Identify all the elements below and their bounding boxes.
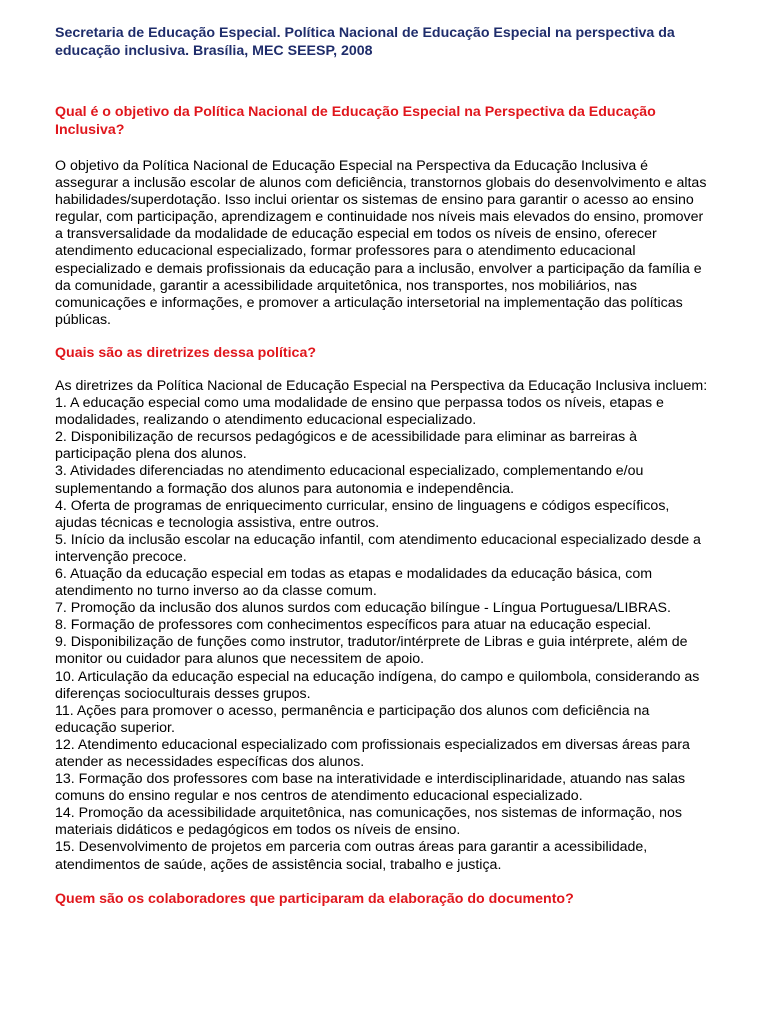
list-item: 11. Ações para promover o acesso, permanência e participação dos alunos com deficiência na educação superior. bbox=[55, 702, 650, 736]
question-guidelines: Quais são as diretrizes dessa política? bbox=[55, 344, 317, 361]
list-item: 12. Atendimento educacional especializado com profissionais especializados em diversas áreas para atender as necessidades específicas dos alunos. bbox=[55, 736, 690, 770]
list-item: 4. Oferta de programas de enriquecimento curricular, ensino de linguagens e códigos específicos, ajudas técnicas e tecnologia assistiva, entre outros. bbox=[55, 497, 670, 531]
question-objective: Qual é o objetivo da Política Nacional de Educação Especial na Perspectiva da Educação Inclusiva? bbox=[55, 104, 656, 138]
list-item: 6. Atuação da educação especial em todas as etapas e modalidades da educação básica, com atendimento no turno inverso ao da classe comum. bbox=[55, 565, 653, 600]
document-title: Secretaria de Educação Especial. Política Nacional de Educação Especial na perspectiva da educação inclusiva. Brasília, MEC SEESP, 2008 bbox=[55, 25, 675, 59]
guidelines-list bbox=[55, 395, 710, 874]
list-item: 10. Articulação da educação especial na educação indígena, do campo e quilombola, considerando as diferenças socioculturais desses grupos. bbox=[55, 668, 700, 702]
list-item: 7. Promoção da inclusão dos alunos surdos com educação bilíngue - Língua Portuguesa/LIBRAS. bbox=[55, 600, 671, 617]
list-item: 9. Disponibilização de funções como instrutor, tradutor/intérprete de Libras e guia intérprete, além de monitor ou cuidador para alunos que necessitem de apoio. bbox=[55, 634, 688, 668]
list-item: 5. Início da inclusão escolar na educação infantil, com atendimento educacional especializado desde a intervenção precoce. bbox=[55, 531, 701, 565]
list-item: 2. Disponibilização de recursos pedagógicos e de acessibilidade para eliminar as barreiras à participação plena dos alunos. bbox=[55, 429, 638, 463]
list-item: 14. Promoção da acessibilidade arquitetônica, nas comunicações, nos sistemas de informação, nos materiais didáticos e pedagógicos em todos os níveis de ensino. bbox=[55, 805, 682, 839]
question-collaborators: Quem são os colaboradores que participaram da elaboração do documento? bbox=[55, 890, 574, 907]
list-item: 3. Atividades diferenciadas no atendimento educacional especializado, complementando e/ou suplementando a formação dos alunos para autonomia e independência. bbox=[55, 463, 644, 497]
list-item: 15. Desenvolvimento de projetos em parceria com outras áreas para garantir a acessibilidade, atendimentos de saúde, ações de assistência social, trabalho e justiça. bbox=[55, 839, 648, 873]
answer-objective: O objetivo da Política Nacional de Educação Especial na Perspectiva da Educação Inclusiva é assegurar a inclusão escolar de alunos com deficiência, transtornos globais do desenvolvimento e altas habilidades/superdotação. Isso inclui orientar os sistemas de ensino para garantir o acesso ao ensino regular, com participação, aprendizagem e continuidade nos níveis mais elevados do ensino, promover a transversalidade da modalidade de educação especial em todos os níveis de ensino, oferecer atendimento educacional especializado, formar professores para o atendimento educacional especializado e demais profissionais da educação para a inclusão, envolver a participação da família e da comunidade, garantir a acessibilidade arquitetônica, nos transportes, nos mobiliários, nas comunicações e informações, e promover a articulação intersetorial na implementação das políticas públicas. bbox=[55, 158, 707, 328]
list-item: 13. Formação dos professores com base na interatividade e interdisciplinaridade, atuando nas salas comuns do ensino regular e nos centros de atendimento educacional especializado. bbox=[55, 771, 686, 805]
list-item: 1. A educação especial como uma modalidade de ensino que perpassa todos os níveis, etapas e modalidades, realizando o atendimento educacional especializado. bbox=[55, 395, 664, 429]
guidelines-intro: As diretrizes da Política Nacional de Educação Especial na Perspectiva da Educação Inclusiva incluem: bbox=[55, 377, 708, 394]
document-page bbox=[55, 24, 710, 908]
list-item: 8. Formação de professores com conhecimentos específicos para atuar na educação especial. bbox=[55, 617, 652, 634]
